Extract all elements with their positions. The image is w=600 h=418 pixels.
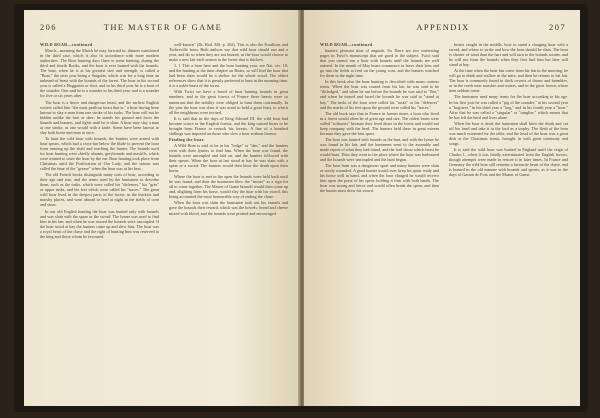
- body-paragraph: The old book says that in France in former times, a boar who lived in a forest would often be of great age and size. The oldest boars were called "solitaries" because they lived alone in the forest and would not keep company with the herd. The hunters held these in great esteem because they gave the best sport.: [320, 110, 439, 136]
- left-running-head: [40, 22, 286, 36]
- body-paragraph: The old French books distinguish many sorts of boar, according to their age and size, and the terms used by the huntsmen to describe them, such as the tusks, which were called his "defences," his "grès" or upper tusks, and his feet which were called his "traces." The great wild boar lived in the deepest parts of the forest, in the thickets and marshy places, and went abroad to feed at night in the fields of corn and vines.: [40, 172, 159, 208]
- left-column-2: [169, 42, 288, 396]
- left-page-title: THE MASTER OF GAME: [103, 22, 223, 32]
- right-column-1: [320, 42, 439, 396]
- left-columns: [40, 42, 288, 396]
- right-running-head: [320, 22, 566, 36]
- body-paragraph: well-known" (Dr. Bod. MS. p. 202). This is also the Fouilloux and Turberville form. Both authors say that wild boar should run and a year, and do so when they are not hunted, as the boar would choose to make a new lair each season in the forest that is thickest.: [169, 42, 288, 63]
- right-column-2: [449, 42, 568, 396]
- body-paragraph: In our old English hunting the boar was hunted only with hounds and was slain with the spear or the sword. The lymer was used to find him in his lair, and when he was roused the hounds were uncoupled. If the boar stood at bay the hunters came up and slew him. The boar was a royal beast of the chase and the right of hunting him was reserved to the king and those whom he favoured.: [40, 208, 159, 239]
- section-subheading: WILD BOAR—continued: [320, 42, 373, 47]
- open-book: [14, 4, 588, 412]
- body-paragraph: hunters' pleasant time of anguish. So There are two interesting pages in Twici's manuscript that are good to the subject. Twici said that you cannot run a boar with hounds until the hounds are well entered. In the month of May boars commence to leave their lairs and go into the fields to feed on the young corn, and the hunters watched for them in the night time.: [320, 48, 439, 79]
- body-paragraph: Where the boar is met in the open the hounds were held back until he was found, and then the huntsmen blew the "moote" as a sign for all to come together. The Master of Game himself would then come up and, alighting from his horse, would slay the boar with his sword, this being accounted the most honourable way of ending the chase.: [169, 174, 288, 200]
- left-page: [24, 10, 300, 406]
- right-page-number: 207: [549, 22, 566, 32]
- left-page-number: 206: [40, 22, 57, 32]
- body-paragraph: To hunt the wild boar with hounds, the hunters were armed with boar spears, which had a cross-bar below the blade to prevent the boar from running up the shaft and reaching the hunter. The hounds used for boar hunting were chiefly alaunts, greyhounds and mastiffs, which were trained to seize the boar by the ear. Boar hunting took place from Christmas until the Purification of Our Lady, and the season was called the time of the "grease" when the boar was at his best.: [40, 135, 159, 172]
- body-paragraph: A Wild Boar is said to be in his "lodge" or "den," and the hunters went with their lymers to find him. When the boar was found, the hounds were uncoupled and laid on, and the hunters followed with their spears. When the boar at last stood at bay he was slain with a spear or a sword. The hunters would then blow the death upon their horns.: [169, 142, 288, 174]
- section-subheading: WILD BOAR—continued: [40, 42, 93, 47]
- body-paragraph: At the time when the boar has come from his lair in the morning, he will go to drink and wallow in the mire, and then he returns to his lair. The boar is commonly found in thick coverts of thorns and brambles, or in the reeds near marshes and waters, and in the great forests where men seldom come.: [449, 68, 568, 94]
- body-paragraph: It is said the wild boar was hunted in England until the reign of Charles I., when it was finally exterminated from the English forests, though attempts were made to restore it in later times. In France and Germany the wild boar still remains a favourite beast of the chase, and is hunted in the old manner with hounds and spears, as it was in the days of Gaston de Foix and the Master of Game.: [449, 146, 568, 178]
- body-paragraph: When the boar was slain the huntsmen took out his entrails and gave the hounds their reward, which was the bowels, bread and cheese mixed with blood, and the hounds were praised and encouraged.: [169, 200, 288, 216]
- body-paragraph: The boar hunt was a dangerous sport and many hunters were slain or sorely wounded. A good hunter would ever keep his spear ready and his horse well in hand, and when the boar charged he would receive him upon the point of his spear, holding it firm with both hands. The boar was strong and fierce and would often break the spear, and then the hunter must draw his sword.: [320, 163, 439, 194]
- body-paragraph: In this book also the boar hunting is described with many curious terms. When the boar was roused from his lair he was said to be "dislodged," and when he ran before the hounds he was said to "flee," and when he turned and faced the hounds he was said to "stand at bay." The tusks of the boar were called his "tusks" or his "defences" and the marks of his feet upon the ground were called his "traces.": [320, 79, 439, 110]
- right-page-title: APPENDIX: [416, 22, 470, 32]
- right-columns: [320, 42, 568, 396]
- body-paragraph: With Twici we have a breed of boar hunting hounds in great numbers, and in the great forests of France these beasts were so numerous that the nobility were obliged to hunt them continually. In the year the boar was slain it was usual to hold a great feast, to which all the neighbours were invited.: [169, 89, 288, 115]
- body-paragraph: 1. 1 This a boar here and the boar hunting year, see Nat. xiv. 18; and the hunting at the time chapter on Boars, so will find the boar that had been slain would be a shelter for the whole wood. The oldest references show that it is greatly preferred to hunt in the morning time, it is a noble beast of the forest.: [169, 63, 288, 89]
- body-paragraph: When the boar is dead, the huntsmen shall blow the death and cut off his head and take it to the lord as a trophy. The flesh of the boar was much esteemed for the table, and the head of the boar was a great dish at the Christmas feasts, brought in with great ceremony and songs.: [449, 120, 568, 146]
- body-paragraph: beasts caught in the middle, how to stand a charging boar with a sword, and where to strike and how the boar should be slain. The boar is shorter of wind than the hart and will turn to the hounds sooner, and he will run from the hounds when they first find him but later will stand at bay.: [449, 42, 568, 68]
- body-paragraph: The huntsmen used many terms for the boar according to his age. In his first year he was called a "pig of the sounder," in his second year a "hogsteer," in his third year a "hog," and in his fourth year a "boar." After that he was called a "singular" or "sanglier," which means that he has left the herd and lives alone.: [449, 94, 568, 120]
- body-paragraph: The boar is a fierce and dangerous beast, and the earliest English writers called him "the most perilous beast that is," a boar having been known to slay a man from one stroke of his tusks. The boar will not be bidden unlike the hart or deer; he stands his ground and faces the hounds and hunters, and fights until he is slain. A boar may slay a man at one stroke, as one would with a knife. Some have been known to slay both horse and man at once.: [40, 99, 159, 135]
- right-page: [304, 10, 580, 406]
- section-subheading: Finding the boar.: [169, 136, 205, 142]
- left-column-1: [40, 42, 159, 396]
- body-paragraph: It is said that in the days of King Edward III. the wild boar had become scarce in the English forests, and the king caused boars to be brought from France to restock his forests. A fine of a hundred shillings was imposed on those who slew a boar without licence.: [169, 115, 288, 136]
- body-paragraph: The boar was hunted with hounds as the hart, and with the lymer he was found in his lair, and the huntsmen went to the assembly and made report of what they had found, and the lord chose which beast he would hunt. Then they went to the place where the boar was harboured and the hounds were uncoupled and the hunt began.: [320, 136, 439, 163]
- body-paragraph: March—meaning the March he may forward in, dinners mentioned in the third case, which is also in accordance with more modern authorities. The Boar hunting days there is some hunting, during the third and fourth Books, and the boar is ever hunted with the hounds. The boar, when he is at his greatest size and strength, is called a "Boar," the next year being a Singular, which was for a long time an unheard-of beast with the hounds of the forest. The boar in his second year is called a Hoggaster or shot, and in his third year he is a boar of the sounder. One said he is a sounder in his third year, and is a sounder for five or six years after.: [40, 48, 159, 99]
